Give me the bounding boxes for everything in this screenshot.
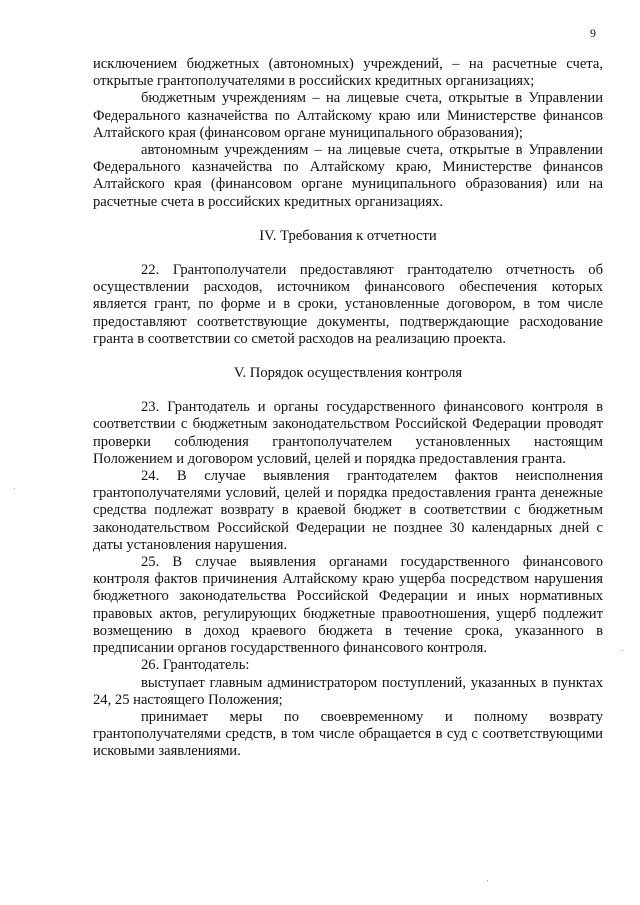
paragraph-intro-2: бюджетным учреждениям – на лицевые счета, открытые в Управлении Федерального казначейства по Алтайскому краю или Министерстве финансов Алтайского края (финансовом органе муниципального образования);	[93, 90, 603, 141]
section-heading-4: IV. Требования к отчетности	[259, 227, 437, 244]
paragraph-24: 24. В случае выявления грантодателем фактов неисполнения грантополучателями условий, целей и порядка предоставления гранта денежные средства подлежат возврату в краевой бюджет в соответствии с бюджетным законодательством Российской Федерации не позднее 30 календарных дней с даты установления нарушения.	[93, 468, 603, 553]
paragraph-25: 25. В случае выявления органами государственного финансового контроля фактов причинения Алтайскому краю ущерба посредством нарушения бюджетного законодательства Российской Федерации и иных нормативных правовых актов, регулирующих бюджетные правоотношения, ущерб подлежит возмещению в доход краевого бюджета в течение срока, указанного в предписании органов государственного финансового контроля.	[93, 554, 603, 657]
scan-speck	[622, 650, 623, 651]
paragraph-22: 22. Грантополучатели предоставляют грантодателю отчетность об осуществлении расходов, источником финансового обеспечения которых является грант, по форме и в сроки, установленные договором, в том числе предоставляют соответствующие документы, подтверждающие расходование гранта в соответствии со сметой расходов на реализацию проекта.	[93, 262, 603, 347]
scan-speck	[14, 488, 15, 489]
page-number: 9	[590, 26, 596, 40]
paragraph-26-a: выступает главным администратором поступлений, указанных в пунктах 24, 25 настоящего Положения;	[93, 674, 603, 708]
document-body	[93, 56, 603, 761]
paragraph-23: 23. Грантодатель и органы государственного финансового контроля в соответствии с бюджетным законодательством Российской Федерации проводят проверки соблюдения грантополучателем установленных настоящим Положением и договором условий, целей и порядка предоставления гранта.	[93, 399, 603, 467]
paragraph-26-b: принимает меры по своевременному и полному возврату грантополучателями средств, в том числе обращается в суд с соответствующими исковыми заявлениями.	[93, 708, 603, 760]
paragraph-intro-3: автономным учреждениям – на лицевые счета, открытые в Управлении Федерального казначейства по Алтайскому краю, Министерстве финансов Алтайского края (финансовом органе муниципального образования) или на расчетные счета в российских кредитных организациях.	[93, 142, 603, 210]
paragraph-26: 26. Грантодатель:	[141, 657, 250, 674]
section-heading-5: V. Порядок осуществления контроля	[233, 365, 463, 382]
paragraph-intro-1: исключением бюджетных (автономных) учреждений, – на расчетные счета, открытые грантополучателями в российских кредитных организациях;	[93, 56, 603, 90]
scan-speck	[487, 880, 488, 881]
